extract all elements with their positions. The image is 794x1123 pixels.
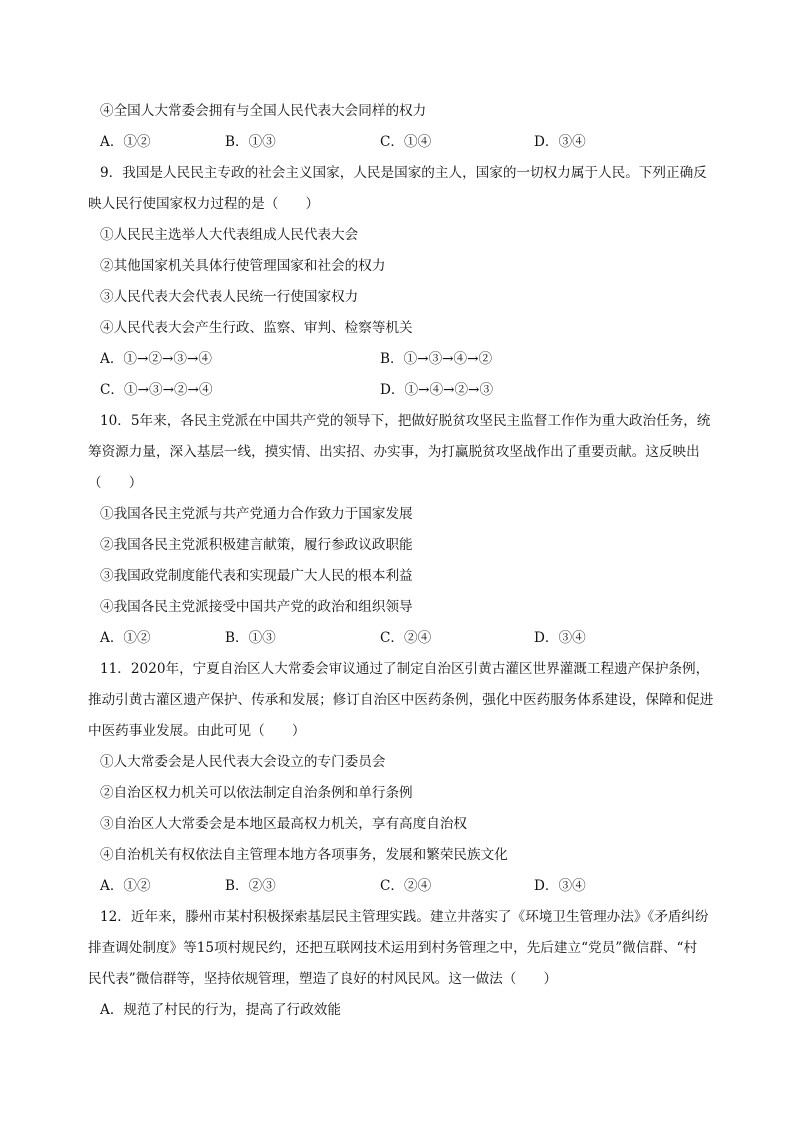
q11-option-c: C．②④: [380, 878, 432, 894]
q11-item-4: ④自治机关有权依法自主管理本地方各项事务，发展和繁荣民族文化: [100, 847, 508, 863]
q9-stem-line-1: 9．我国是人民民主专政的社会主义国家，人民是国家的主人，国家的一切权力属于人民。下列正确反: [100, 165, 707, 181]
q9-option-c: C．①→③→②→④: [100, 382, 213, 398]
q10-item-4: ④我国各民主党派接受中国共产党的政治和组织领导: [100, 599, 413, 615]
q10-stem-line-3: （ ）: [88, 475, 143, 491]
q9-option-d: D．①→④→②→③: [380, 382, 494, 398]
q9-option-a: A．①→②→③→④: [100, 351, 212, 367]
q8-option-a: A．①②: [100, 134, 151, 150]
q10-option-a: A．①②: [100, 630, 151, 646]
q9-item-4: ④人民代表大会产生行政、监察、审判、检察等机关: [100, 320, 413, 336]
q12-stem-line-2: 排查调处制度》等15项村规民约，还把互联网技术运用到村务管理之中，先后建立“党员”微信群、“村: [88, 940, 698, 956]
q10-item-1: ①我国各民主党派与共产党通力合作致力于国家发展: [100, 506, 413, 522]
q8-item-4: ④全国人大常委会拥有与全国人民代表大会同样的权力: [100, 103, 427, 119]
q11-stem-line-3: 中医药事业发展。由此可见（ ）: [88, 723, 306, 739]
q11-item-2: ②自治区权力机关可以依法制定自治条例和单行条例: [100, 785, 413, 801]
q9-item-3: ③人民代表大会代表人民统一行使国家权力: [100, 289, 359, 305]
q11-option-a: A．①②: [100, 878, 151, 894]
q11-stem-line-1: 11．2020年，宁夏自治区人大常委会审议通过了制定自治区引黄古灌区世界灌溉工程遗产保护条例，: [100, 661, 710, 677]
q11-stem-line-2: 推动引黄古灌区遗产保护、传承和发展；修订自治区中医药条例，强化中医药服务体系建设，保障和促进: [88, 692, 714, 708]
q11-option-b: B．②③: [225, 878, 276, 894]
q9-stem-line-2: 映人民行使国家权力过程的是（ ）: [88, 196, 320, 212]
q10-option-d: D．③④: [534, 630, 586, 646]
q8-option-b: B．①③: [225, 134, 276, 150]
q12-stem-line-3: 民代表”微信群等，坚持依规管理，塑造了良好的村风民风。这一做法（ ）: [88, 971, 558, 987]
q10-option-b: B．①③: [225, 630, 276, 646]
q11-item-3: ③自治区人大常委会是本地区最高权力机关，享有高度自治权: [100, 816, 468, 832]
q10-stem-line-1: 10．5年来，各民主党派在中国共产党的领导下，把做好脱贫攻坚民主监督工作作为重大政治任务，统: [100, 413, 711, 429]
q9-item-1: ①人民民主选举人大代表组成人民代表大会: [100, 227, 359, 243]
q9-item-2: ②其他国家机关具体行使管理国家和社会的权力: [100, 258, 386, 274]
q10-item-3: ③我国政党制度能代表和实现最广大人民的根本利益: [100, 568, 413, 584]
q11-option-d: D．③④: [534, 878, 586, 894]
q10-item-2: ②我国各民主党派积极建言献策，履行参政议政职能: [100, 537, 413, 553]
q10-stem-line-2: 筹资源力量，深入基层一线，摸实情、出实招、办实事，为打赢脱贫攻坚战作出了重要贡献。这反映出: [88, 444, 700, 460]
q10-option-c: C．②④: [380, 630, 432, 646]
q12-stem-line-1: 12．近年来，滕州市某村积极探索基层民主管理实践。建立井落实了《环境卫生管理办法》《矛盾纠纷: [100, 909, 709, 925]
q8-option-d: D．③④: [534, 134, 586, 150]
q9-option-b: B．①→③→④→②: [380, 351, 493, 367]
q8-option-c: C．①④: [380, 134, 432, 150]
q12-option-a: A．规范了村民的行为，提高了行政效能: [100, 1002, 341, 1018]
q11-item-1: ①人大常委会是人民代表大会设立的专门委员会: [100, 754, 386, 770]
